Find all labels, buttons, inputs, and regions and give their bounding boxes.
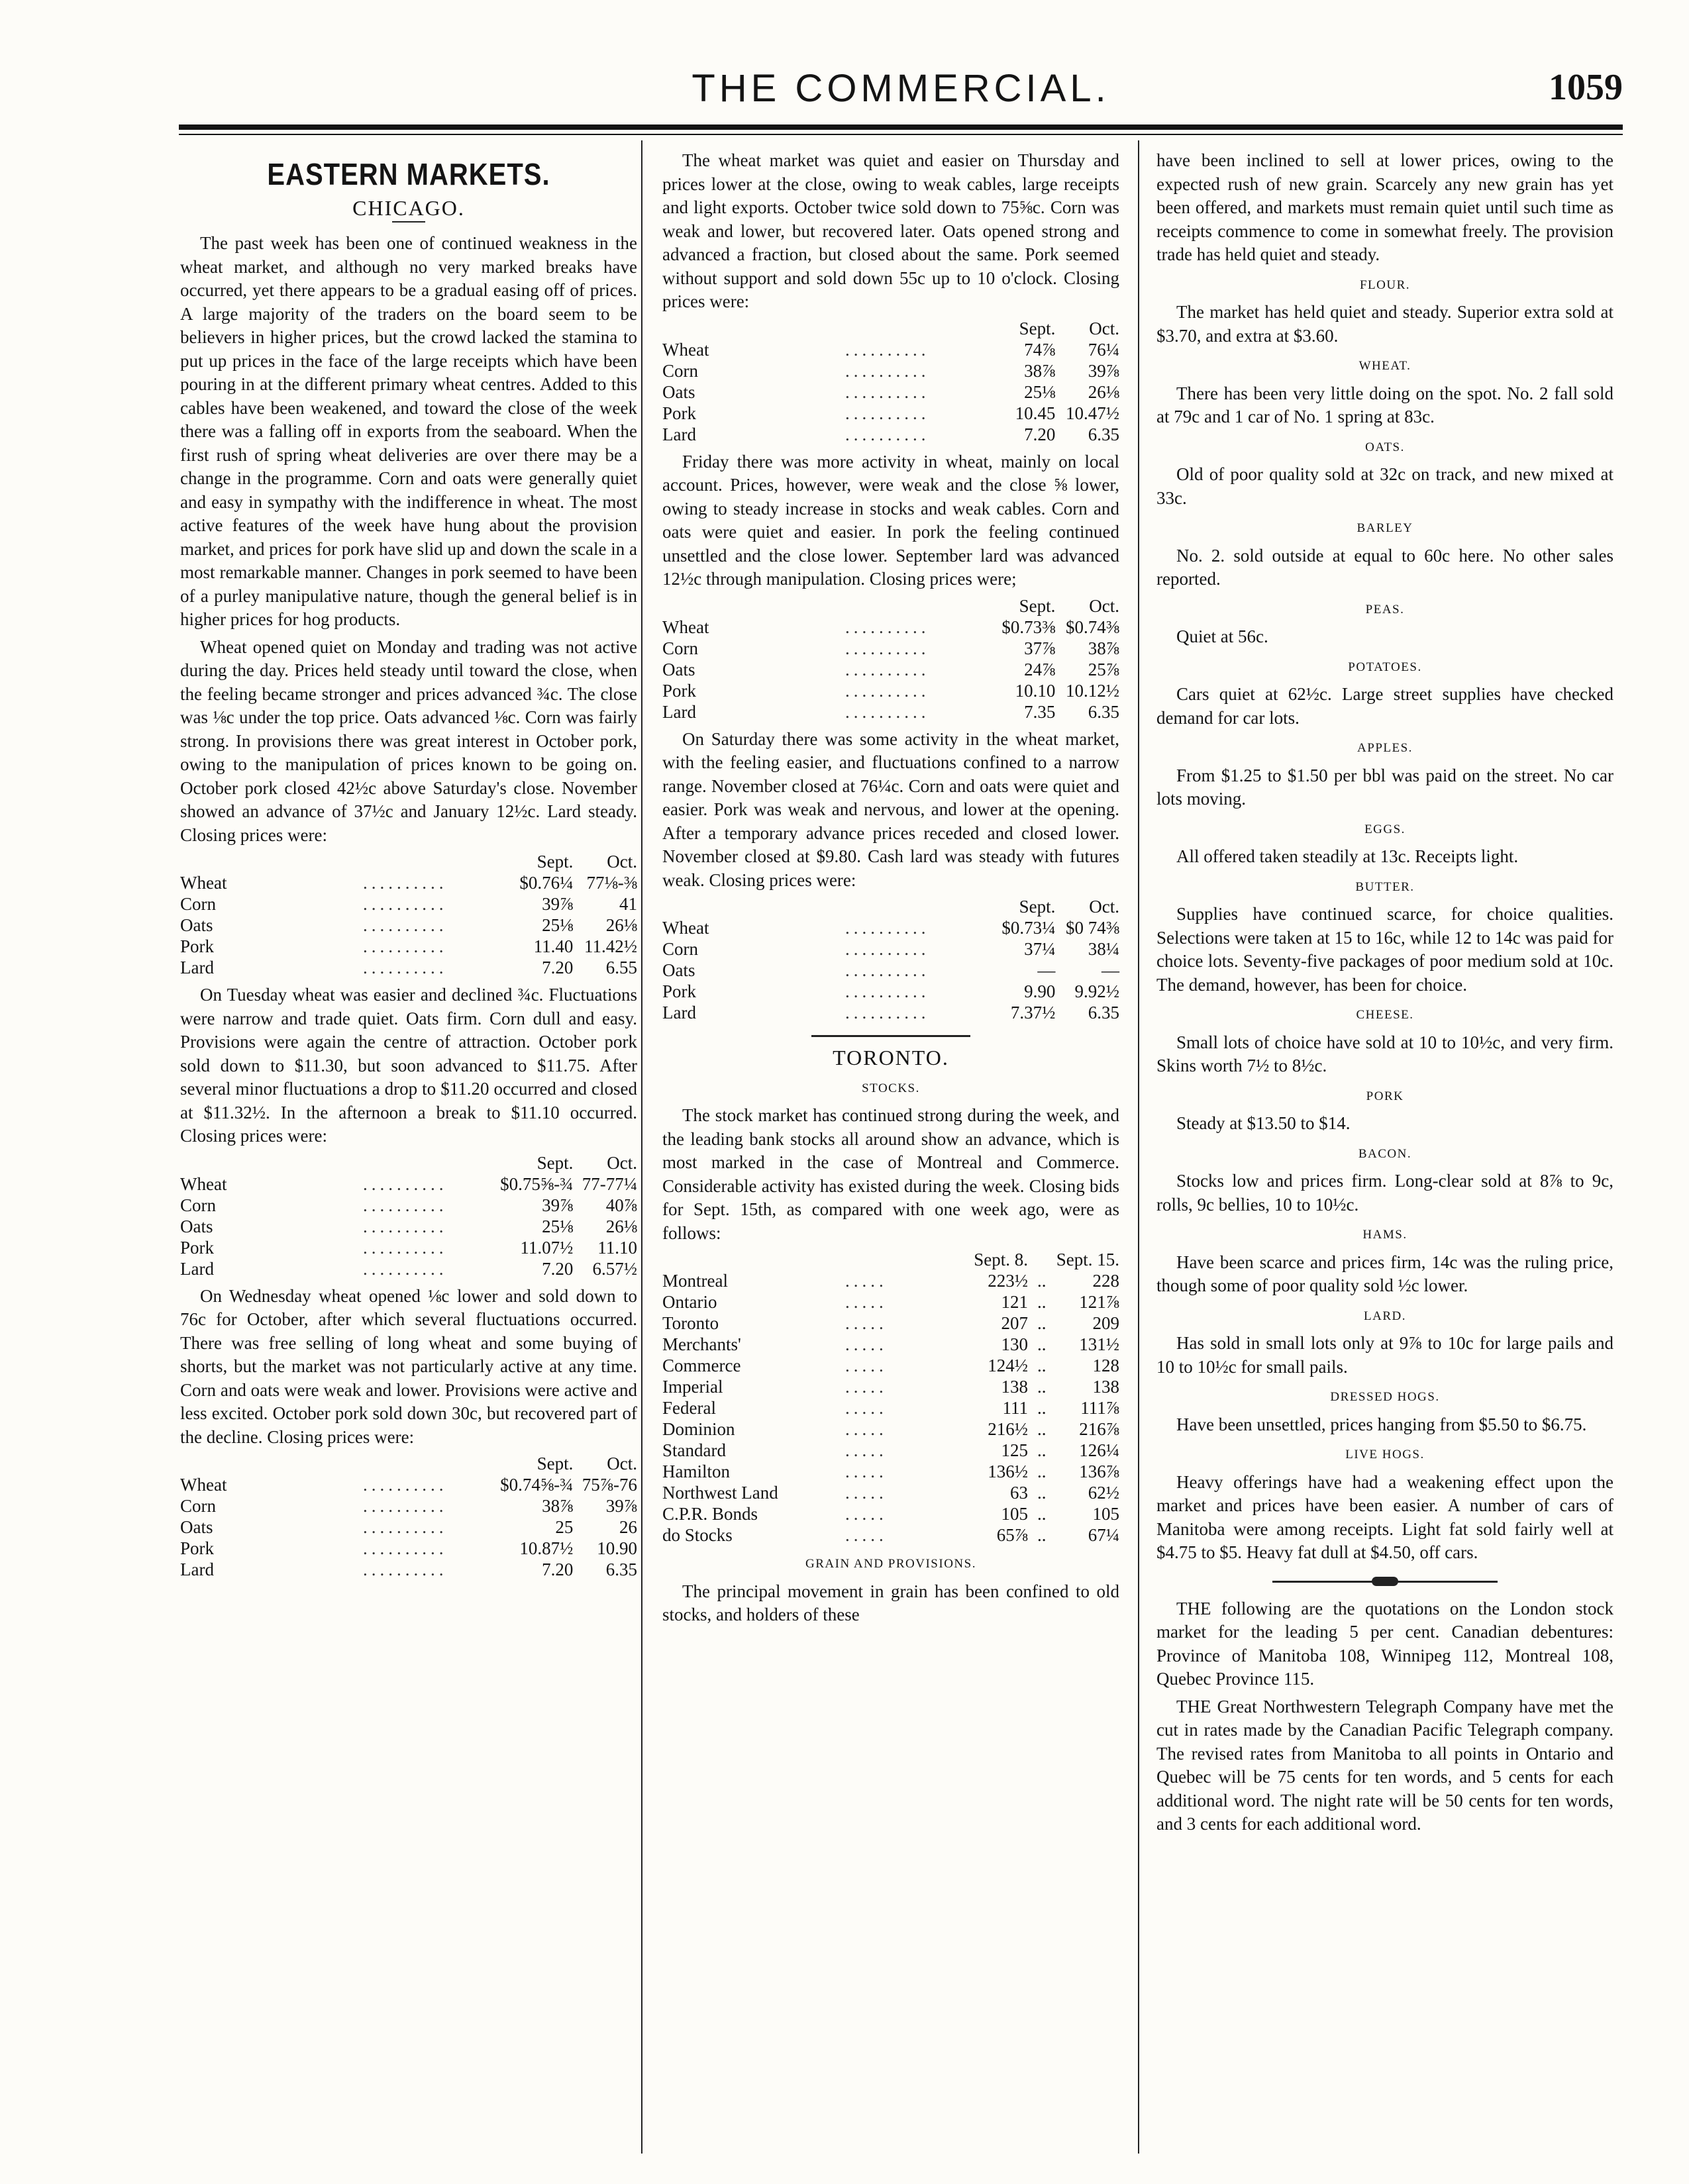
- category-heading: BACON.: [1358, 1146, 1412, 1161]
- category-heading: OATS.: [1365, 440, 1405, 454]
- paragraph: Supplies have continued scarce, for choice qualities. Selections were taken at 15 to 16c, while 12 to 14c was paid for choice lots. Seventy-five packages of poor medium sold at 10c. The demand, however, has been for choice.: [1156, 904, 1613, 995]
- paragraph: Stocks low and prices firm. Long-clear sold at 8⅞ to 9c, rolls, 9c bellies, 10 to 10½c.: [1156, 1171, 1613, 1215]
- category-heading: APPLES.: [1357, 741, 1413, 755]
- city-subheading: CHICAGO.: [352, 195, 465, 220]
- category-heading: STOCKS.: [862, 1081, 920, 1095]
- table-row: Wheat .......... $0.74⅝-¾ 75⅞-76: [180, 1475, 637, 1495]
- paragraph: On Tuesday wheat was easier and declined ¾c. Fluctuations were narrow and trade quiet. Oats firm. Corn dull and easy. Provisions were again the centre of attraction. October pork sold down to $11.30, but soon advanced to $11.75. After several minor fluctuations a drop to $11.20 occurred and closed at $11.32½. In the afternoon a break to $11.10 occurred. Closing prices were:: [180, 985, 637, 1146]
- col-header: Oct.: [1089, 897, 1119, 917]
- paragraph: The principal movement in grain has been confined to old stocks, and holders of these: [662, 1581, 1119, 1624]
- price-table: [180, 1453, 637, 1580]
- page-number: 1059: [1549, 67, 1623, 108]
- table-row: Imperial ..... 138 .. 138: [662, 1377, 1119, 1397]
- category-heading: LIVE HOGS.: [1345, 1448, 1425, 1462]
- masthead: [179, 66, 1623, 119]
- city-subheading: TORONTO.: [833, 1046, 949, 1069]
- stocks-table: [662, 1249, 1119, 1546]
- paragraph: Steady at $13.50 to $14.: [1176, 1113, 1351, 1133]
- paragraph: THE following are the quotations on the London stock market for the leading 5 per cent. Canadian debentures: Province of Manitoba 108, Winnipeg 112, Montreal 108, Quebec Province 115.: [1156, 1598, 1613, 1689]
- table-row: Lard .......... 7.20 6.35: [662, 424, 1119, 444]
- col-header: Sept. 15.: [1056, 1250, 1119, 1269]
- paragraph: have been inclined to sell at lower prices, owing to the expected rush of new grain. Scarcely any new grain has yet been offered, and markets must remain quiet until such time as receipts commence to come in somewhat freely. The provision trade has held quiet and steady.: [1156, 150, 1613, 264]
- column-2: [662, 149, 1119, 1631]
- header-rule-thick: [179, 124, 1623, 130]
- paragraph: The past week has been one of continued weakness in the wheat market, and although no very marked breaks have occurred, yet there appears to be a gradual easing off of prices. A large majority of the traders on the board seem to be believers in higher prices, but the crowd lacked the stamina to put up prices in the face of the large receipts which have been pouring in at the different primary wheat centres. Added to this cables have been weakened, and toward the close of the week there was a falling off in exports from the seaboard. When the first rush of spring wheat deliveries are over there may be a change in the programme. Corn and oats were generally quiet and easy in sympathy with the indifference in wheat. The most active features of the week have hung about the provision market, and prices for pork have slid up and down the scale in a most remarkable manner. Changes in pork seemed to have been of a purley manipulative nature, though the general belief is in higher prices for hog products.: [180, 233, 637, 629]
- paragraph: No. 2. sold outside at equal to 60c here. No other sales reported.: [1156, 545, 1613, 589]
- col-header: Sept. 8.: [974, 1250, 1029, 1269]
- paragraph: The market has held quiet and steady. Superior extra sold at $3.70, and extra at $3.60.: [1156, 302, 1613, 346]
- table-row: Oats .......... 25 26: [180, 1517, 637, 1537]
- price-table: [180, 851, 637, 978]
- col-header: Oct.: [1089, 318, 1119, 338]
- paragraph: All offered taken steadily at 13c. Receipts light.: [1176, 846, 1519, 866]
- section-divider: [811, 1035, 970, 1037]
- table-row: Lard .......... 7.35 6.35: [662, 701, 1119, 722]
- market-sections: [1156, 273, 1613, 1565]
- table-row: Pork .......... 10.87½ 10.90: [180, 1538, 637, 1558]
- paragraph: Small lots of choice have sold at 10 to 10½c, and very firm. Skins worth 7½ to 8½c.: [1156, 1032, 1613, 1075]
- col-header: Sept.: [537, 1152, 574, 1173]
- paragraph: Quiet at 56c.: [1176, 626, 1268, 646]
- ornamental-divider: [1272, 1581, 1498, 1583]
- paragraph: On Wednesday wheat opened ⅛c lower and sold down to 76c for October, after which several fluctuations occurred. There was free selling of long wheat and some buying of shorts, but the market was not particularly active at any time. Corn and oats were weak and lower. Provisions were active and less excited. October pork sold down 30c, but recovered part of the decline. Closing prices were:: [180, 1285, 637, 1447]
- table-row: Lard .......... 7.37½ 6.35: [662, 1003, 1119, 1022]
- table-row: Oats .......... 25⅛ 26⅛: [180, 1216, 637, 1236]
- price-table: [662, 318, 1119, 445]
- table-row: Montreal ..... 223½ .. 228: [662, 1271, 1119, 1291]
- publication-title: THE COMMERCIAL.: [691, 67, 1110, 110]
- section-heading: EASTERN MARKETS.: [267, 158, 550, 192]
- divider: [392, 221, 425, 223]
- column-3: [1156, 149, 1613, 1840]
- table-row: Pork .......... 9.90 9.92½: [662, 981, 1119, 1001]
- col-header: Oct.: [607, 1152, 637, 1173]
- table-row: Northwest Land ..... 63 .. 62½: [662, 1483, 1119, 1503]
- table-row: Wheat .......... $0.73¼ $0 74⅜: [662, 918, 1119, 938]
- column-1: [180, 149, 637, 1585]
- column-divider: [1138, 140, 1139, 2154]
- table-row: Standard ..... 125 .. 126¼: [662, 1440, 1119, 1460]
- table-row: Toronto ..... 207 .. 209: [662, 1313, 1119, 1333]
- paragraph: Wheat opened quiet on Monday and trading was not active during the day. Prices held steady until toward the close, when the feeling became stronger and prices advanced ¾c. The close was ⅛c under the top price. Oats advanced ⅛c. Corn was fairly strong. In provisions there was great interest in October pork, owing to the manipulation of prices known to be going on. October pork closed 42½c above Saturday's close. November showed an advance of 37½c and January 12½c. Lard steady. Closing prices were:: [180, 636, 637, 845]
- table-row: Pork .......... 11.07½ 11.10: [180, 1237, 637, 1258]
- paragraph: Friday there was more activity in wheat, mainly on local account. Prices, however, were weak and the close ⅝ lower, owing to steady increase in stocks and weak cables. Corn and oats were quiet and easier. In pork the feeling continued unsettled and the close lower. September lard was advanced 12½c through manipulation. Closing prices were;: [662, 451, 1119, 589]
- table-row: do Stocks ..... 65⅞ .. 67¼: [662, 1525, 1119, 1545]
- col-header: Oct.: [607, 1454, 637, 1473]
- table-row: Dominion ..... 216½ .. 216⅞: [662, 1419, 1119, 1439]
- table-row: Wheat .......... 74⅞ 76¼: [662, 339, 1119, 360]
- category-heading: HAMS.: [1362, 1228, 1408, 1242]
- paragraph: THE Great Northwestern Telegraph Company have met the cut in rates made by the Canadian Pacific Telegraph company. The revised rates from Manitoba to all points in Ontario and Quebec will be 75 cents for ten words, and 5 cents for each additional word. The night rate will be 50 cents for ten words, and 3 cents for each additional word.: [1156, 1696, 1613, 1834]
- col-header: Sept.: [1019, 595, 1056, 616]
- category-heading: DRESSED HOGS.: [1330, 1390, 1440, 1404]
- table-row: Oats .......... — —: [662, 960, 1119, 980]
- category-heading: GRAIN AND PROVISIONS.: [805, 1557, 976, 1571]
- table-row: Ontario ..... 121 .. 121⅞: [662, 1292, 1119, 1312]
- table-row: Oats .......... 25⅛ 26⅛: [180, 915, 637, 935]
- paragraph: Has sold in small lots only at 9⅞ to 10c for large pails and 10 to 10½c for small pails.: [1156, 1333, 1613, 1377]
- table-row: Corn .......... 39⅞ 41: [180, 894, 637, 914]
- price-table: [180, 1152, 637, 1279]
- category-heading: FLOUR.: [1359, 277, 1411, 292]
- table-row: Oats .......... 24⅞ 25⅞: [662, 659, 1119, 679]
- category-heading: WHEAT.: [1358, 359, 1411, 373]
- category-heading: LARD.: [1364, 1309, 1406, 1323]
- paragraph: Have been scarce and prices firm, 14c was the ruling price, though some of poor quality sold ½c lower.: [1156, 1252, 1613, 1295]
- category-heading: CHEESE.: [1356, 1008, 1414, 1022]
- table-row: Wheat .......... $0.73⅜ $0.74⅜: [662, 617, 1119, 637]
- table-row: Corn .......... 38⅞ 39⅞: [180, 1496, 637, 1516]
- table-row: Pork .......... 10.10 10.12½: [662, 680, 1119, 701]
- price-table: [662, 896, 1119, 1023]
- table-row: Federal ..... 111 .. 111⅞: [662, 1398, 1119, 1418]
- category-heading: BARLEY: [1356, 521, 1413, 535]
- col-header: Sept.: [1019, 318, 1056, 338]
- category-heading: PORK: [1366, 1089, 1404, 1103]
- col-header: Sept.: [1019, 897, 1056, 917]
- header-rule-thin: [179, 134, 1623, 135]
- table-row: Hamilton ..... 136½ .. 136⅞: [662, 1462, 1119, 1481]
- col-header: Sept.: [537, 852, 574, 871]
- table-row: Pork .......... 11.40 11.42½: [180, 936, 637, 956]
- table-row: Corn .......... 39⅞ 40⅞: [180, 1195, 637, 1215]
- table-row: Wheat .......... $0.76¼ 77⅛-⅜: [180, 873, 637, 893]
- table-row: Corn .......... 37⅞ 38⅞: [662, 638, 1119, 658]
- category-heading: BUTTER.: [1355, 879, 1415, 894]
- paragraph: There has been very little doing on the spot. No. 2 fall sold at 79c and 1 car of No. 1 spring at 83c.: [1156, 383, 1613, 426]
- table-row: Lard .......... 7.20 6.35: [180, 1560, 637, 1579]
- table-row: Corn .......... 38⅞ 39⅞: [662, 360, 1119, 381]
- column-divider: [641, 140, 642, 2154]
- col-header: Sept.: [537, 1454, 574, 1473]
- paragraph: Heavy offerings have had a weakening effect upon the market and prices have been easier. A number of cars of Manitoba were among receipts. Light fat sold fairly well at $4.75 to $5. Heavy fat dull at $4.50, off cars.: [1156, 1471, 1613, 1562]
- paragraph: Have been unsettled, prices hanging from $5.50 to $6.75.: [1176, 1414, 1587, 1434]
- category-heading: EGGS.: [1364, 822, 1406, 836]
- col-header: Oct.: [1089, 595, 1119, 616]
- table-row: Corn .......... 37¼ 38¼: [662, 939, 1119, 959]
- paragraph: The stock market has continued strong during the week, and the leading bank stocks all around show an advance, which is most marked in the case of Montreal and Commerce. Considerable activity has existed during the week. Closing bids for Sept. 15th, as compared with one week ago, were as follows:: [662, 1105, 1119, 1243]
- table-row: Lard .......... 7.20 6.55: [180, 958, 637, 977]
- paragraph: On Saturday there was some activity in the wheat market, with the feeling easier, and fluctuations confined to a narrow range. November closed at 76¼c. Corn and oats were quiet and easier. Pork was weak and nervous, and lower at the opening. After a temporary advance prices receded and closed lower. November closed at $9.80. Cash lard was steady with futures weak. Closing prices were:: [662, 728, 1119, 890]
- paragraph: Cars quiet at 62½c. Large street supplies have checked demand for car lots.: [1156, 684, 1613, 728]
- category-heading: POTATOES.: [1348, 660, 1422, 674]
- col-header: Oct.: [607, 852, 637, 871]
- table-row: C.P.R. Bonds ..... 105 .. 105: [662, 1504, 1119, 1524]
- paragraph: Old of poor quality sold at 32c on track, and new mixed at 33c.: [1156, 464, 1613, 508]
- table-row: Pork .......... 10.45 10.47½: [662, 403, 1119, 423]
- table-row: Merchants' ..... 130 .. 131½: [662, 1334, 1119, 1354]
- category-heading: PEAS.: [1365, 602, 1405, 617]
- table-row: Commerce ..... 124½ .. 128: [662, 1356, 1119, 1375]
- table-row: Oats .......... 25⅛ 26⅛: [662, 381, 1119, 402]
- table-row: Wheat .......... $0.75⅝-¾ 77-77¼: [180, 1173, 637, 1194]
- price-table: [662, 595, 1119, 722]
- paragraph: From $1.25 to $1.50 per bbl was paid on the street. No car lots moving.: [1156, 765, 1613, 809]
- table-row: Lard .......... 7.20 6.57½: [180, 1258, 637, 1279]
- paragraph: The wheat market was quiet and easier on Thursday and prices lower at the close, owing to weak cables, large receipts and light exports. October twice sold down to 75⅝c. Corn was weak and lower, but recovered later. Oats opened strong and advanced a fraction, but closed about the same. Pork seemed without support and sold down 55c up to 10 o'clock. Closing prices were:: [662, 150, 1119, 311]
